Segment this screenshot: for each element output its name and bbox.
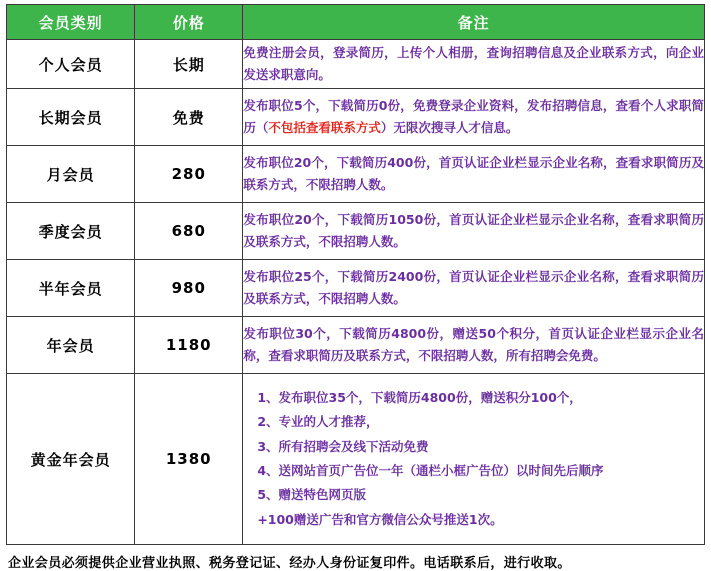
table-row bbox=[7, 89, 705, 146]
table-row bbox=[7, 374, 705, 545]
cell-note bbox=[243, 89, 705, 146]
column-header-category: 会员类别 bbox=[7, 5, 135, 40]
cell-note: 发布职位20个，下载简历1050份，首页认证企业栏显示企业名称，查看求职简历及联系方式，不限招聘人数。 bbox=[243, 203, 705, 260]
cell-price: 免费 bbox=[135, 89, 243, 146]
table-body bbox=[7, 40, 705, 545]
table-header-row bbox=[7, 5, 705, 40]
note-line: 1、发布职位35个，下载简历4800份，赠送积分100个， bbox=[257, 389, 582, 405]
table-row bbox=[7, 260, 705, 317]
table-row bbox=[7, 40, 705, 89]
cell-price: 280 bbox=[135, 146, 243, 203]
table-row bbox=[7, 317, 705, 374]
note-prefix: 发布职位5个，下载简历0份，免费登录企业资料，发布招聘信息，查看个人求职简历（ bbox=[243, 98, 704, 135]
cell-category: 黄金年会员 bbox=[7, 374, 135, 545]
cell-price: 680 bbox=[135, 203, 243, 260]
membership-table bbox=[6, 4, 705, 545]
cell-note: 免费注册会员，登录简历，上传个人相册，查询招聘信息及企业联系方式，向企业发送求职意向。 bbox=[243, 40, 705, 89]
note-suffix: ）无限次搜寻人才信息。 bbox=[380, 120, 519, 135]
cell-price: 1180 bbox=[135, 317, 243, 374]
note-highlight: 不包括查看联系方式 bbox=[268, 120, 381, 135]
table-row bbox=[7, 203, 705, 260]
note-line: 5、赠送特色网页版 bbox=[257, 487, 367, 503]
cell-category: 月会员 bbox=[7, 146, 135, 203]
footer-note: 企业会员必须提供企业营业执照、税务登记证、经办人身份证复印件。电话联系后，进行收取。 bbox=[8, 556, 571, 571]
cell-price: 1380 bbox=[135, 374, 243, 545]
note-line: +100赠送广告和官方微信公众号推送1次。 bbox=[257, 511, 503, 527]
cell-price: 980 bbox=[135, 260, 243, 317]
column-header-price: 价格 bbox=[135, 5, 243, 40]
cell-category: 半年会员 bbox=[7, 260, 135, 317]
table-row bbox=[7, 146, 705, 203]
cell-note: 发布职位20个，下载简历400份，首页认证企业栏显示企业名称，查看求职简历及联系方式，不限招聘人数。 bbox=[243, 146, 705, 203]
cell-category: 个人会员 bbox=[7, 40, 135, 89]
table-header bbox=[7, 5, 705, 40]
cell-note: 发布职位25个，下载简历2400份，首页认证企业栏显示企业名称，查看求职简历及联系方式，不限招聘人数。 bbox=[243, 260, 705, 317]
cell-category: 长期会员 bbox=[7, 89, 135, 146]
cell-note: 发布职位30个，下载简历4800份，赠送50个积分，首页认证企业栏显示企业名称，查看求职简历及联系方式，不限招聘人数，所有招聘会免费。 bbox=[243, 317, 705, 374]
cell-category: 年会员 bbox=[7, 317, 135, 374]
column-header-note: 备注 bbox=[243, 5, 705, 40]
cell-category: 季度会员 bbox=[7, 203, 135, 260]
note-line: 3、所有招聘会及线下活动免费 bbox=[257, 438, 429, 454]
note-line: 2、专业的人才推荐， bbox=[257, 414, 379, 430]
cell-price: 长期 bbox=[135, 40, 243, 89]
cell-note bbox=[243, 374, 705, 545]
note-line: 4、送网站首页广告位一年（通栏小框广告位）以时间先后顺序 bbox=[257, 463, 604, 478]
